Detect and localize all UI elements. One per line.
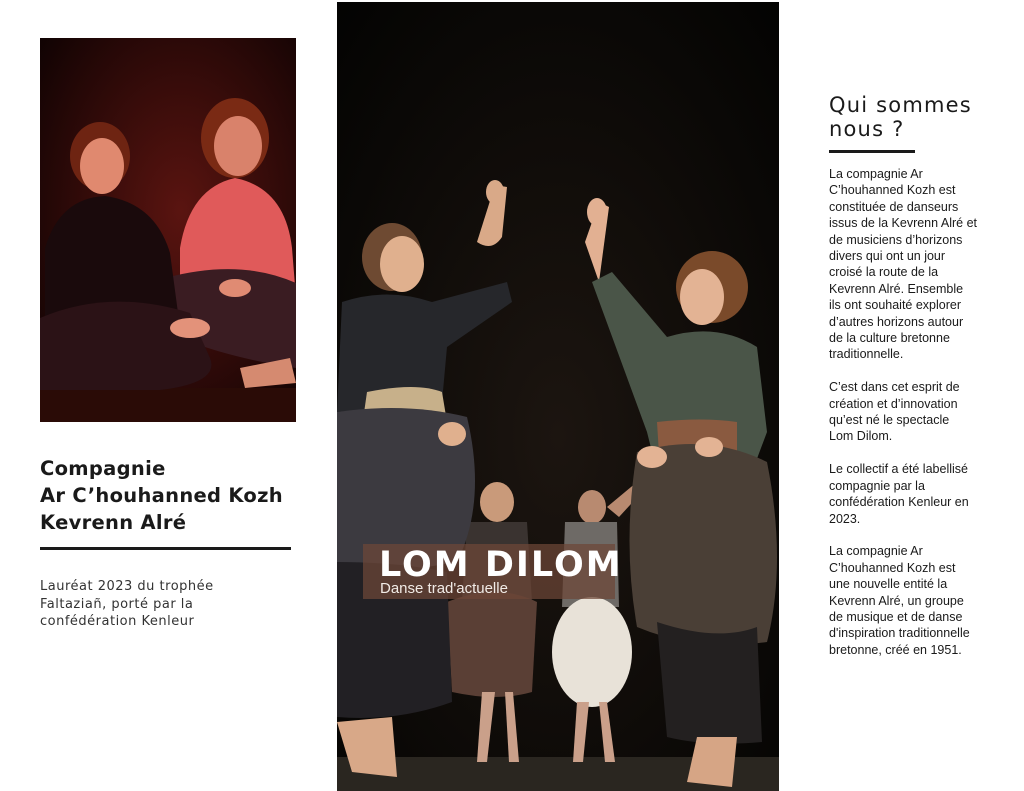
company-title-line: Ar C’houhanned Kozh: [40, 484, 283, 507]
seated-performers-illustration: [40, 38, 296, 422]
about-paragraph-line: confédération Kenleur en: [829, 495, 969, 510]
about-paragraph-line: qu’est né le spectacle: [829, 413, 950, 428]
about-paragraph-line: de musiciens d’horizons: [829, 232, 963, 247]
about-paragraph-line: d'inspiration traditionnelle: [829, 626, 970, 641]
about-paragraph: [829, 379, 1014, 445]
award-caption-line: Faltaziañ, porté par la: [40, 596, 194, 612]
about-paragraph-line: constituée de danseurs: [829, 199, 959, 214]
about-paragraph-line: C’houhanned Kozh est: [829, 560, 956, 575]
about-text: [829, 166, 1014, 675]
about-paragraph-line: La compagnie Ar: [829, 167, 923, 181]
about-paragraph-line: Le collectif a été labellisé: [829, 462, 968, 477]
title-divider: [40, 547, 291, 550]
about-paragraph-line: de la culture bretonne: [829, 331, 950, 346]
about-paragraph-line: Kevrenn Alré. Ensemble: [829, 281, 964, 296]
about-paragraph-line: de musique et de danse: [829, 609, 963, 624]
about-paragraph-line: traditionnelle.: [829, 347, 904, 362]
award-caption-line: Lauréat 2023 du trophée: [40, 579, 214, 594]
about-heading-line: Qui sommes: [829, 93, 972, 117]
award-caption: [40, 578, 300, 631]
dancers-photo: [337, 2, 779, 791]
about-paragraph-line: Lom Dilom.: [829, 429, 893, 444]
show-subtitle: Danse trad'actuelle: [380, 580, 508, 597]
about-heading: [829, 93, 1009, 141]
award-caption-line: confédération Kenleur: [40, 614, 195, 629]
about-paragraph-line: croisé la route de la: [829, 265, 939, 280]
about-paragraph-line: ils ont souhaité explorer: [829, 298, 962, 313]
about-paragraph-line: compagnie par la: [829, 478, 925, 493]
about-paragraph: [829, 543, 1014, 658]
about-heading-line: nous ?: [829, 117, 905, 141]
about-paragraph-line: une nouvelle entité la: [829, 577, 948, 592]
about-paragraph-line: Kevrenn Alré, un groupe: [829, 593, 964, 608]
company-title-line: Kevrenn Alré: [40, 511, 187, 534]
show-title: LOM DILOM: [379, 545, 623, 585]
about-paragraph: [829, 166, 1014, 363]
about-paragraph-line: C’est dans cet esprit de: [829, 380, 960, 395]
about-paragraph-line: bretonne, créé en 1951.: [829, 642, 962, 657]
seated-performers-photo: [40, 38, 296, 422]
about-paragraph-line: d’autres horizons autour: [829, 314, 964, 329]
company-title-line: Compagnie: [40, 457, 166, 480]
about-paragraph-line: La compagnie Ar: [829, 544, 923, 559]
company-title: [40, 455, 310, 536]
heading-divider: [829, 150, 915, 153]
about-paragraph-line: création et d’innovation: [829, 396, 958, 411]
about-paragraph-line: issus de la Kevrenn Alré et: [829, 216, 977, 231]
dancers-illustration: [337, 2, 779, 791]
about-paragraph: [829, 461, 1014, 527]
about-paragraph-line: 2023.: [829, 511, 861, 526]
about-paragraph-line: C’houhanned Kozh est: [829, 183, 956, 198]
about-paragraph-line: divers qui ont un jour: [829, 249, 946, 264]
